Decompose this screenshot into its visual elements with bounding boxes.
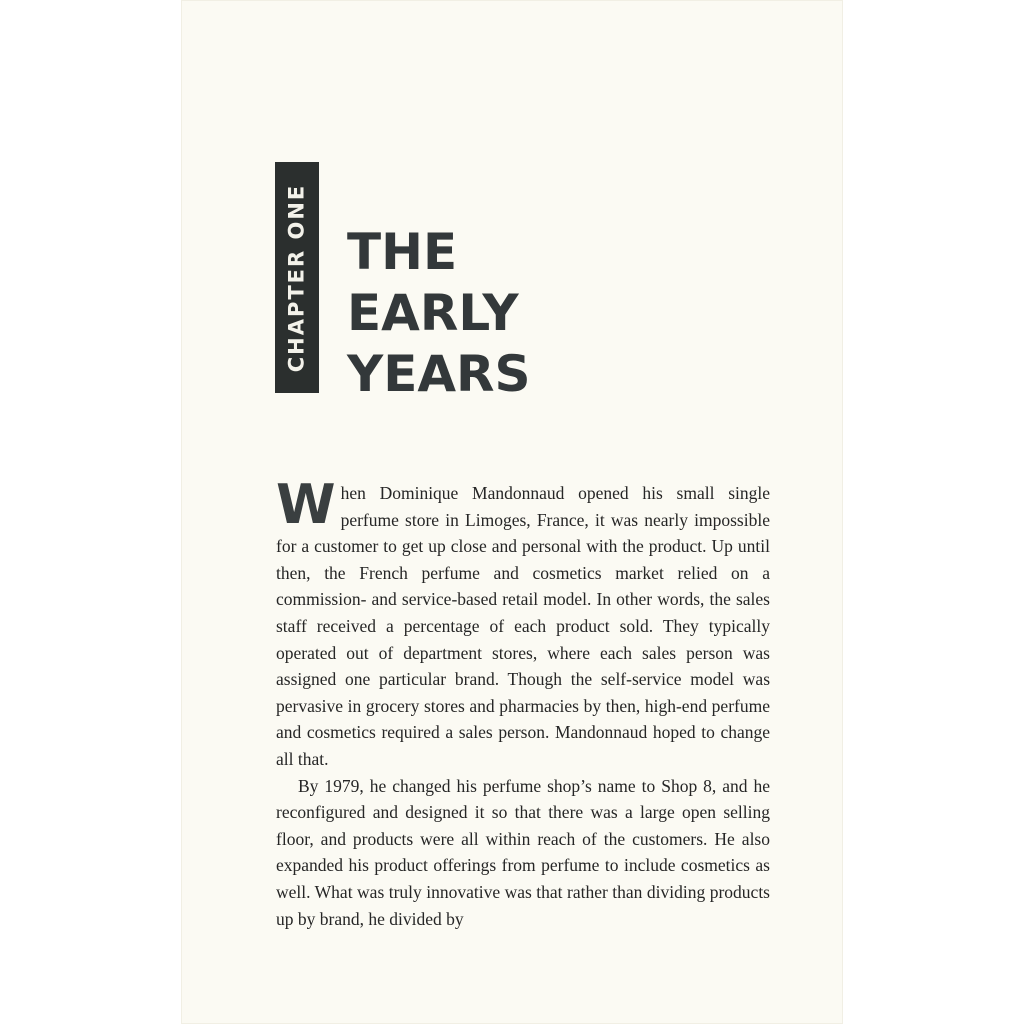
paragraph-1 — [276, 473, 770, 773]
chapter-title-line-2: EARLY — [347, 284, 519, 342]
chapter-label: CHAPTER ONE — [284, 183, 309, 372]
chapter-title-line-1: THE — [347, 223, 458, 281]
drop-cap: W — [276, 473, 335, 536]
chapter-title — [347, 222, 531, 405]
body-text — [276, 473, 770, 932]
paragraph-1-text: hen Dominique Mandonnaud opened his small single perfume store in Limoges, France, it was nearly impossible for a customer to get up close and personal with the product. Up until then, the French perfume and cosmetics market relied on a commission- and service-based retail model. In other words, the sales staff received a percentage of each product sold. They typically operated out of department stores, where each sales person was assigned one particular brand. Though the self-service model was pervasive in grocery stores and pharmacies by then, high-end perfume and cosmetics required a sales person. Mandonnaud hoped to change all that. — [276, 483, 770, 769]
chapter-title-line-3: YEARS — [347, 345, 531, 403]
paragraph-2: By 1979, he changed his perfume shop’s name to Shop 8, and he reconfigured and designed it so that there was a large open selling floor, and products were all within reach of the customers. He also expanded his product offerings from perfume to include cosmetics as well. What was truly innovative was that rather than dividing products up by brand, he divided by — [276, 775, 770, 929]
chapter-label-bar — [275, 162, 319, 393]
